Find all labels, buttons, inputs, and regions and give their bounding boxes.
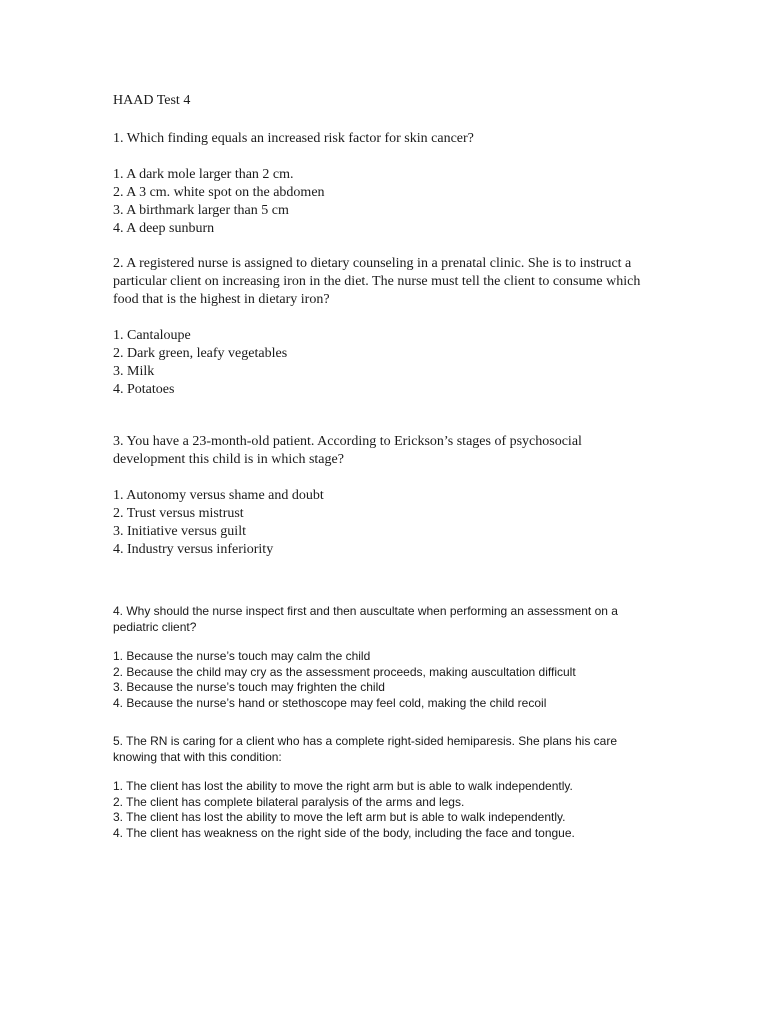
answer-options	[113, 327, 653, 399]
answer-option: 1. Because the nurse’s touch may calm the child	[113, 649, 371, 663]
question-1	[113, 130, 653, 238]
answer-option: 4. Industry versus inferiority	[113, 542, 274, 557]
answer-option: 1. Cantaloupe	[113, 328, 191, 343]
answer-option: 4. Potatoes	[113, 382, 175, 397]
answer-option: 2. Dark green, leafy vegetables	[113, 346, 288, 361]
answer-option: 4. The client has weakness on the right side of the body, including the face and tongue.	[113, 825, 575, 840]
question-text: 2. A registered nurse is assigned to dietary counseling in a prenatal clinic. She is to instruct a particular client on increasing iron in the diet. The nurse must tell the client to consume which food that is the highest in dietary iron?	[113, 256, 641, 307]
answer-option: 2. The client has complete bilateral paralysis of the arms and legs.	[113, 794, 465, 809]
answer-option: 1. The client has lost the ability to move the right arm but is able to walk independently.	[113, 779, 573, 793]
answer-option: 1. Autonomy versus shame and doubt	[113, 488, 324, 503]
question-4	[113, 604, 653, 711]
question-5	[113, 734, 653, 841]
document-title: HAAD Test 4	[113, 93, 191, 108]
answer-option: 4. Because the nurse’s hand or stethoscope may feel cold, making the child recoil	[113, 695, 547, 710]
question-3	[113, 433, 653, 559]
answer-option: 3. Because the nurse’s touch may frighten the child	[113, 680, 385, 694]
answer-option: 4. A deep sunburn	[113, 221, 215, 236]
answer-option: 2. Because the child may cry as the assessment proceeds, making auscultation difficult	[113, 664, 576, 679]
answer-option: 3. A birthmark larger than 5 cm	[113, 203, 289, 218]
answer-options	[113, 166, 653, 238]
question-text: 3. You have a 23-month-old patient. According to Erickson’s stages of psychosocial development this child is in which stage?	[113, 434, 582, 467]
question-text: 1. Which finding equals an increased risk factor for skin cancer?	[113, 131, 474, 146]
question-text: 4. Why should the nurse inspect first and then auscultate when performing an assessment on a pediatric client?	[113, 604, 618, 634]
answer-option: 3. Initiative versus guilt	[113, 524, 246, 539]
answer-option: 3. The client has lost the ability to move the left arm but is able to walk independently.	[113, 810, 566, 824]
answer-option: 2. Trust versus mistrust	[113, 506, 244, 521]
answer-option: 2. A 3 cm. white spot on the abdomen	[113, 185, 325, 200]
answer-option: 1. A dark mole larger than 2 cm.	[113, 167, 294, 182]
answer-options	[113, 649, 653, 711]
question-text: 5. The RN is caring for a client who has a complete right-sided hemiparesis. She plans his care knowing that with this condition:	[113, 734, 618, 764]
answer-options	[113, 487, 653, 559]
answer-option: 3. Milk	[113, 364, 155, 379]
answer-options	[113, 779, 653, 841]
question-2	[113, 255, 653, 399]
